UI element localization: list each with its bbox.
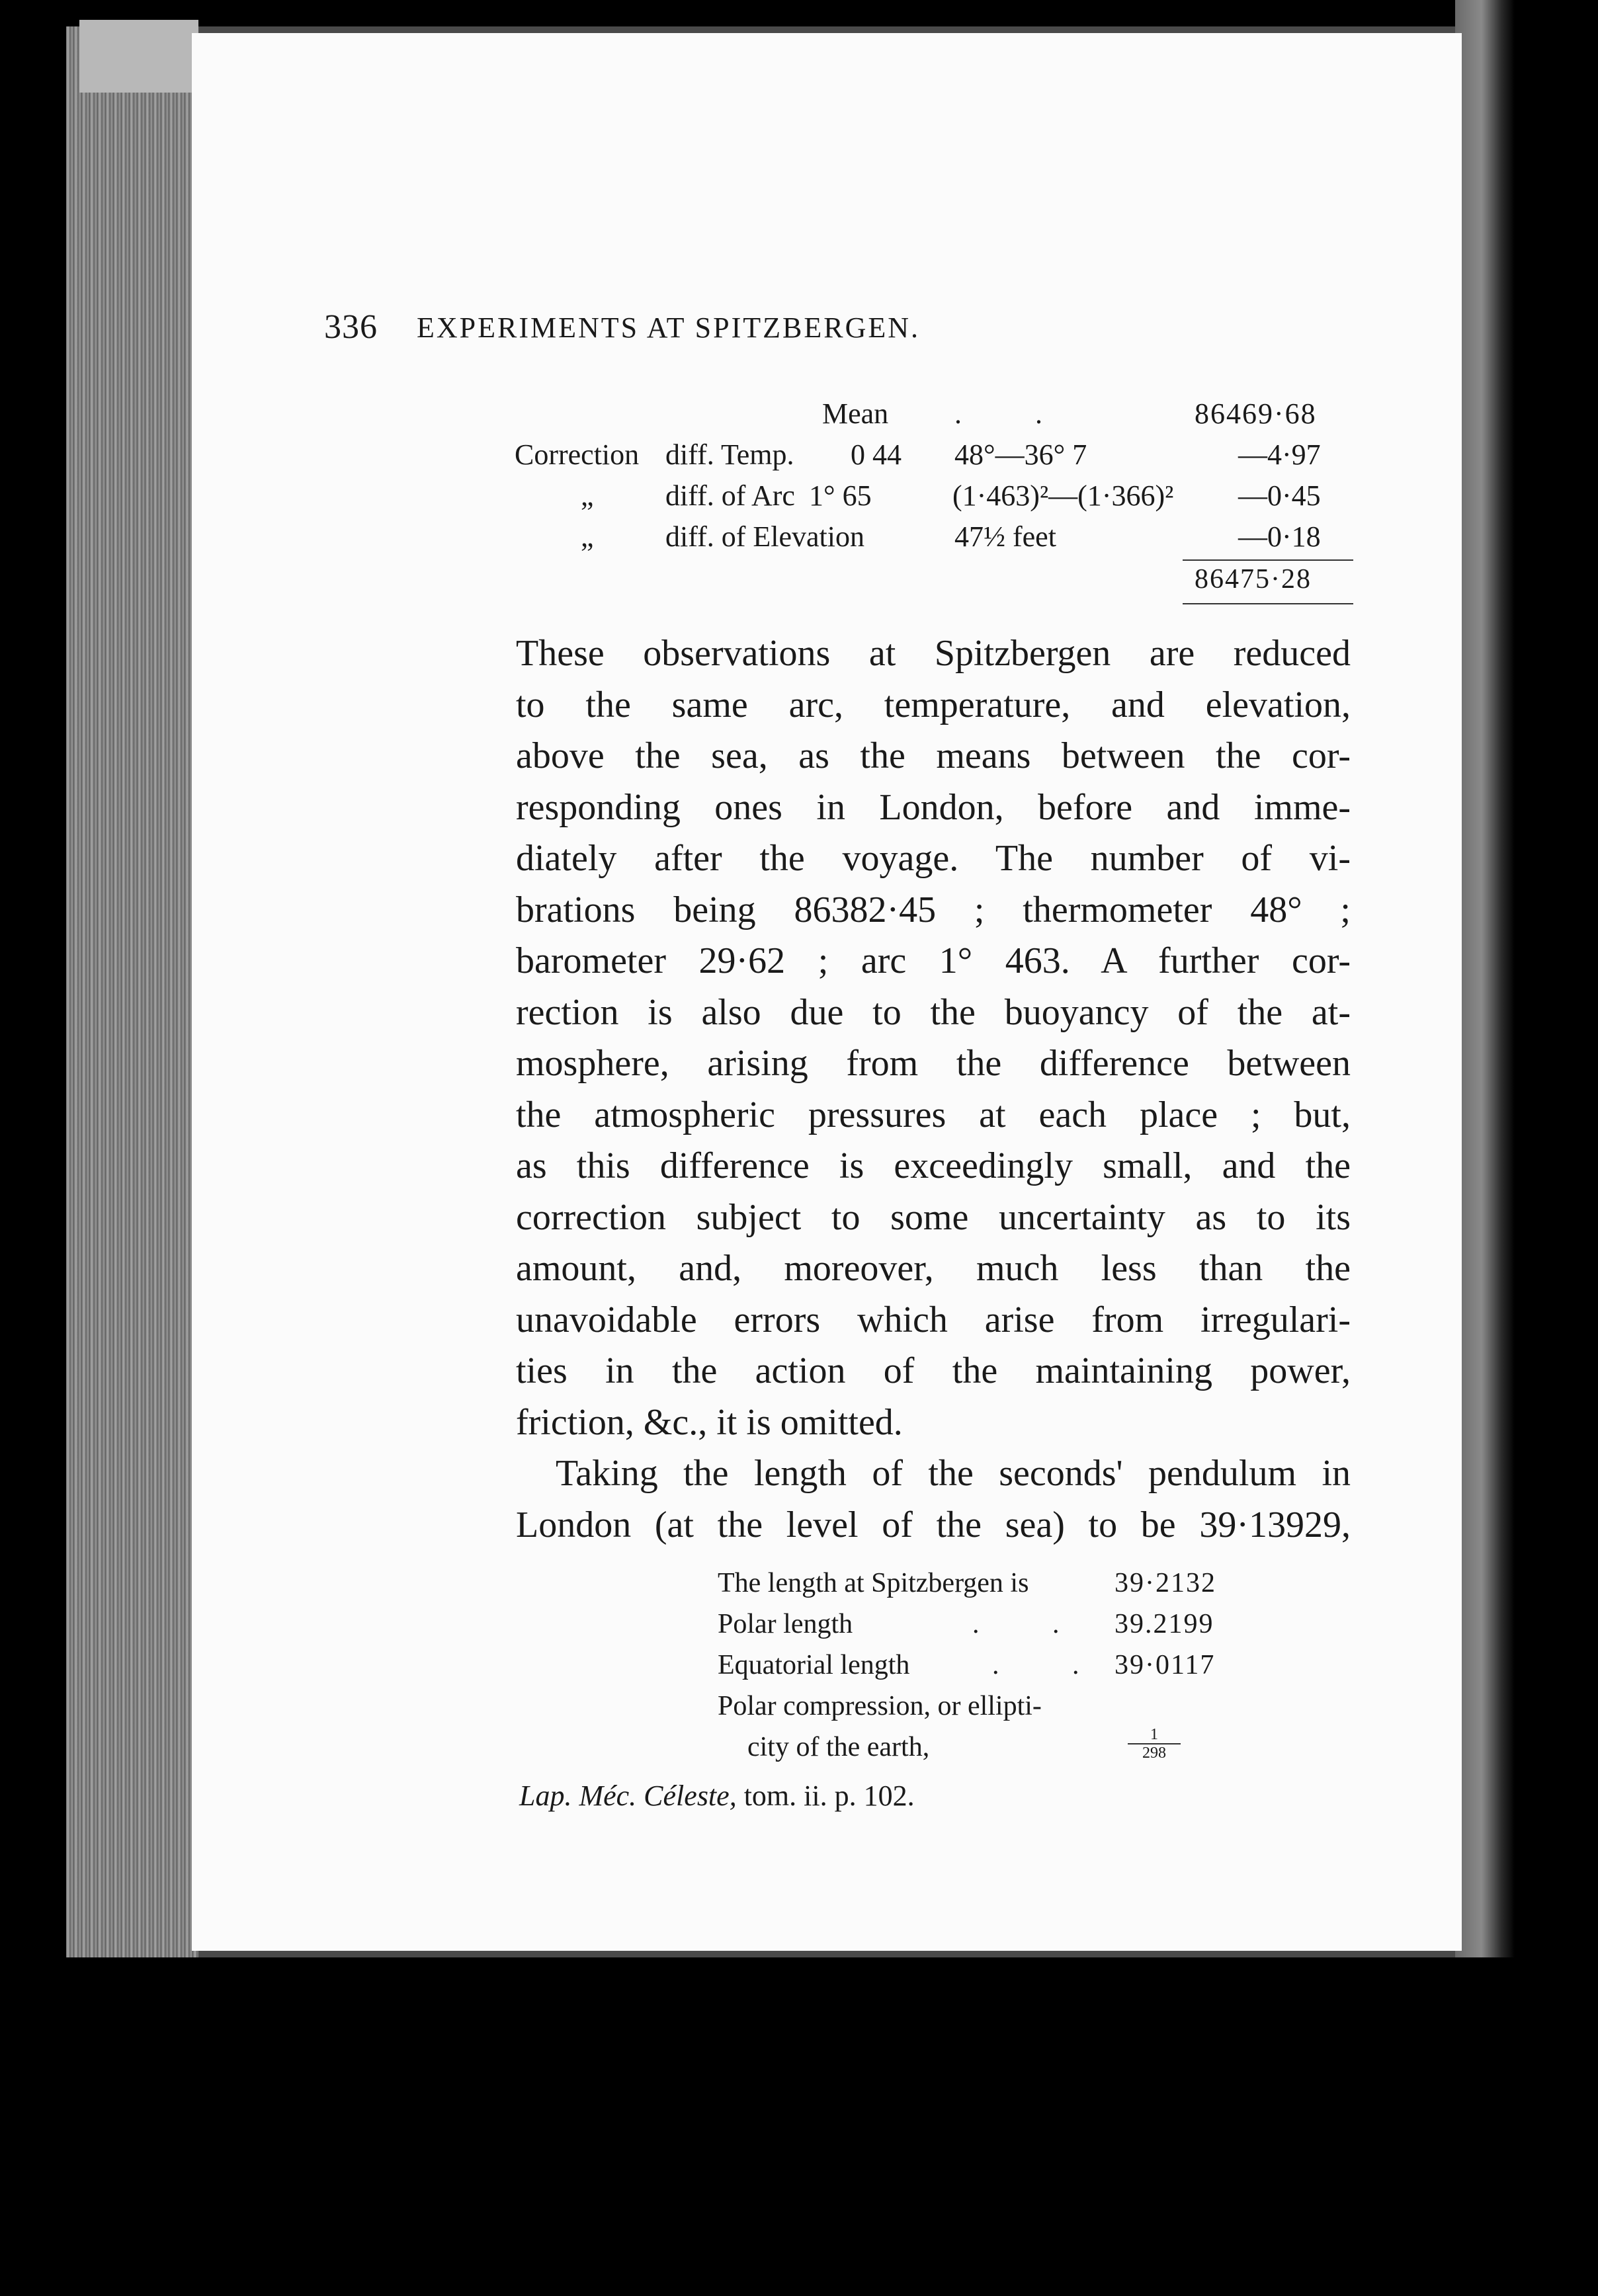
text-line: friction, &c., it is omitted. <box>516 1401 903 1443</box>
result-value: 39·2132 <box>1114 1568 1216 1598</box>
correction-table <box>515 397 1355 608</box>
text-line: amount, and, moreover, much less than the <box>516 1248 1351 1289</box>
text-line: Taking the length of the seconds' pendulum in <box>556 1453 1351 1494</box>
results-table <box>718 1567 1247 1779</box>
result-label: Equatorial length <box>718 1650 910 1680</box>
correction-prefix: „ <box>581 479 594 512</box>
correction-detail: 47½ feet <box>954 520 1056 553</box>
scan-border-right <box>1455 0 1598 2296</box>
scan-border-bottom <box>0 1957 1598 2296</box>
mean-value: 86469·68 <box>1195 397 1317 430</box>
text-line: These observations at Spitzbergen are reduced <box>516 633 1351 674</box>
page-header <box>324 308 1356 354</box>
result-value: 39.2199 <box>1114 1609 1214 1639</box>
text-line: unavoidable errors which arise from irregulari- <box>516 1299 1351 1340</box>
correction-amount: 0 44 <box>851 438 902 471</box>
mean-label: Mean <box>822 397 889 430</box>
correction-value: —0·18 <box>1238 520 1321 553</box>
result-row <box>718 1608 1247 1648</box>
result-value: 39·0117 <box>1114 1650 1216 1680</box>
text-line: as this difference is exceedingly small, and the <box>516 1145 1351 1186</box>
correction-row <box>515 520 1355 559</box>
corrected-total: 86475·28 <box>1195 564 1312 594</box>
text-line: responding ones in London, before and imme- <box>516 786 1351 828</box>
correction-item: diff. of Arc <box>665 479 795 512</box>
correction-value: —4·97 <box>1238 438 1321 471</box>
text-line: correction subject to some uncertainty as to its <box>516 1196 1351 1238</box>
mean-row <box>515 397 1355 436</box>
footnote <box>519 1779 915 1813</box>
text-line: barometer 29·62 ; arc 1° 463. A further cor- <box>516 940 1351 981</box>
text-line: ties in the action of the maintaining power, <box>516 1350 1351 1391</box>
correction-prefix: Correction <box>515 438 640 471</box>
correction-item: diff. Temp. <box>665 438 794 471</box>
correction-detail: (1·463)²—(1·366)² <box>952 479 1174 512</box>
correction-prefix: „ <box>581 520 594 553</box>
result-label: Polar length <box>718 1609 853 1639</box>
text-line: London (at the level of the sea) to be 39·13929, <box>516 1504 1351 1545</box>
compression-fraction <box>1128 1726 1181 1762</box>
book-page-edges <box>66 26 198 1964</box>
paragraph-pendulum <box>516 1448 1351 1551</box>
result-dots: . . <box>992 1650 1113 1680</box>
fraction-numerator: 1 <box>1128 1726 1181 1744</box>
correction-row <box>515 438 1355 477</box>
result-row <box>718 1649 1247 1689</box>
paragraph-observations <box>516 628 1351 1448</box>
result-dots: . . <box>972 1609 1093 1639</box>
fraction-denominator: 298 <box>1142 1744 1166 1762</box>
text-line: diately after the voyage. The number of vi- <box>516 838 1351 879</box>
sum-rule-bottom <box>1183 603 1353 604</box>
text-line: brations being 86382·45 ; thermometer 48° ; <box>516 889 1351 930</box>
footnote-source: Lap. Méc. Céleste, <box>519 1780 737 1812</box>
text-line: mosphere, arising from the difference between <box>516 1043 1351 1084</box>
result-label: Polar compression, or ellipti- <box>718 1691 1042 1721</box>
correction-row <box>515 479 1355 518</box>
text-line: to the same arc, temperature, and elevation, <box>516 684 1351 725</box>
result-row <box>718 1567 1247 1607</box>
text-line: the atmospheric pressures at each place ; but, <box>516 1094 1351 1135</box>
correction-value: —0·45 <box>1238 479 1321 512</box>
result-label: city of the earth, <box>747 1732 930 1762</box>
correction-detail: 48°—36° 7 <box>954 438 1087 471</box>
footnote-reference: tom. ii. p. 102. <box>736 1780 915 1812</box>
text-line: above the sea, as the means between the cor- <box>516 735 1351 776</box>
correction-amount: 1° 65 <box>809 479 872 512</box>
scan-border-left <box>0 0 66 2296</box>
running-title: EXPERIMENTS AT SPITZBERGEN. <box>417 311 921 344</box>
result-label: The length at Spitzbergen is <box>718 1568 1029 1598</box>
result-row <box>718 1690 1247 1730</box>
sum-rule-top <box>1183 559 1353 561</box>
book-edge-top <box>79 20 198 93</box>
page-number: 336 <box>324 308 378 346</box>
correction-item: diff. of Elevation <box>665 520 864 553</box>
scan-border-top <box>0 0 1598 26</box>
text-line: rection is also due to the buoyancy of the at- <box>516 991 1351 1033</box>
mean-dots: . . <box>954 397 1075 430</box>
